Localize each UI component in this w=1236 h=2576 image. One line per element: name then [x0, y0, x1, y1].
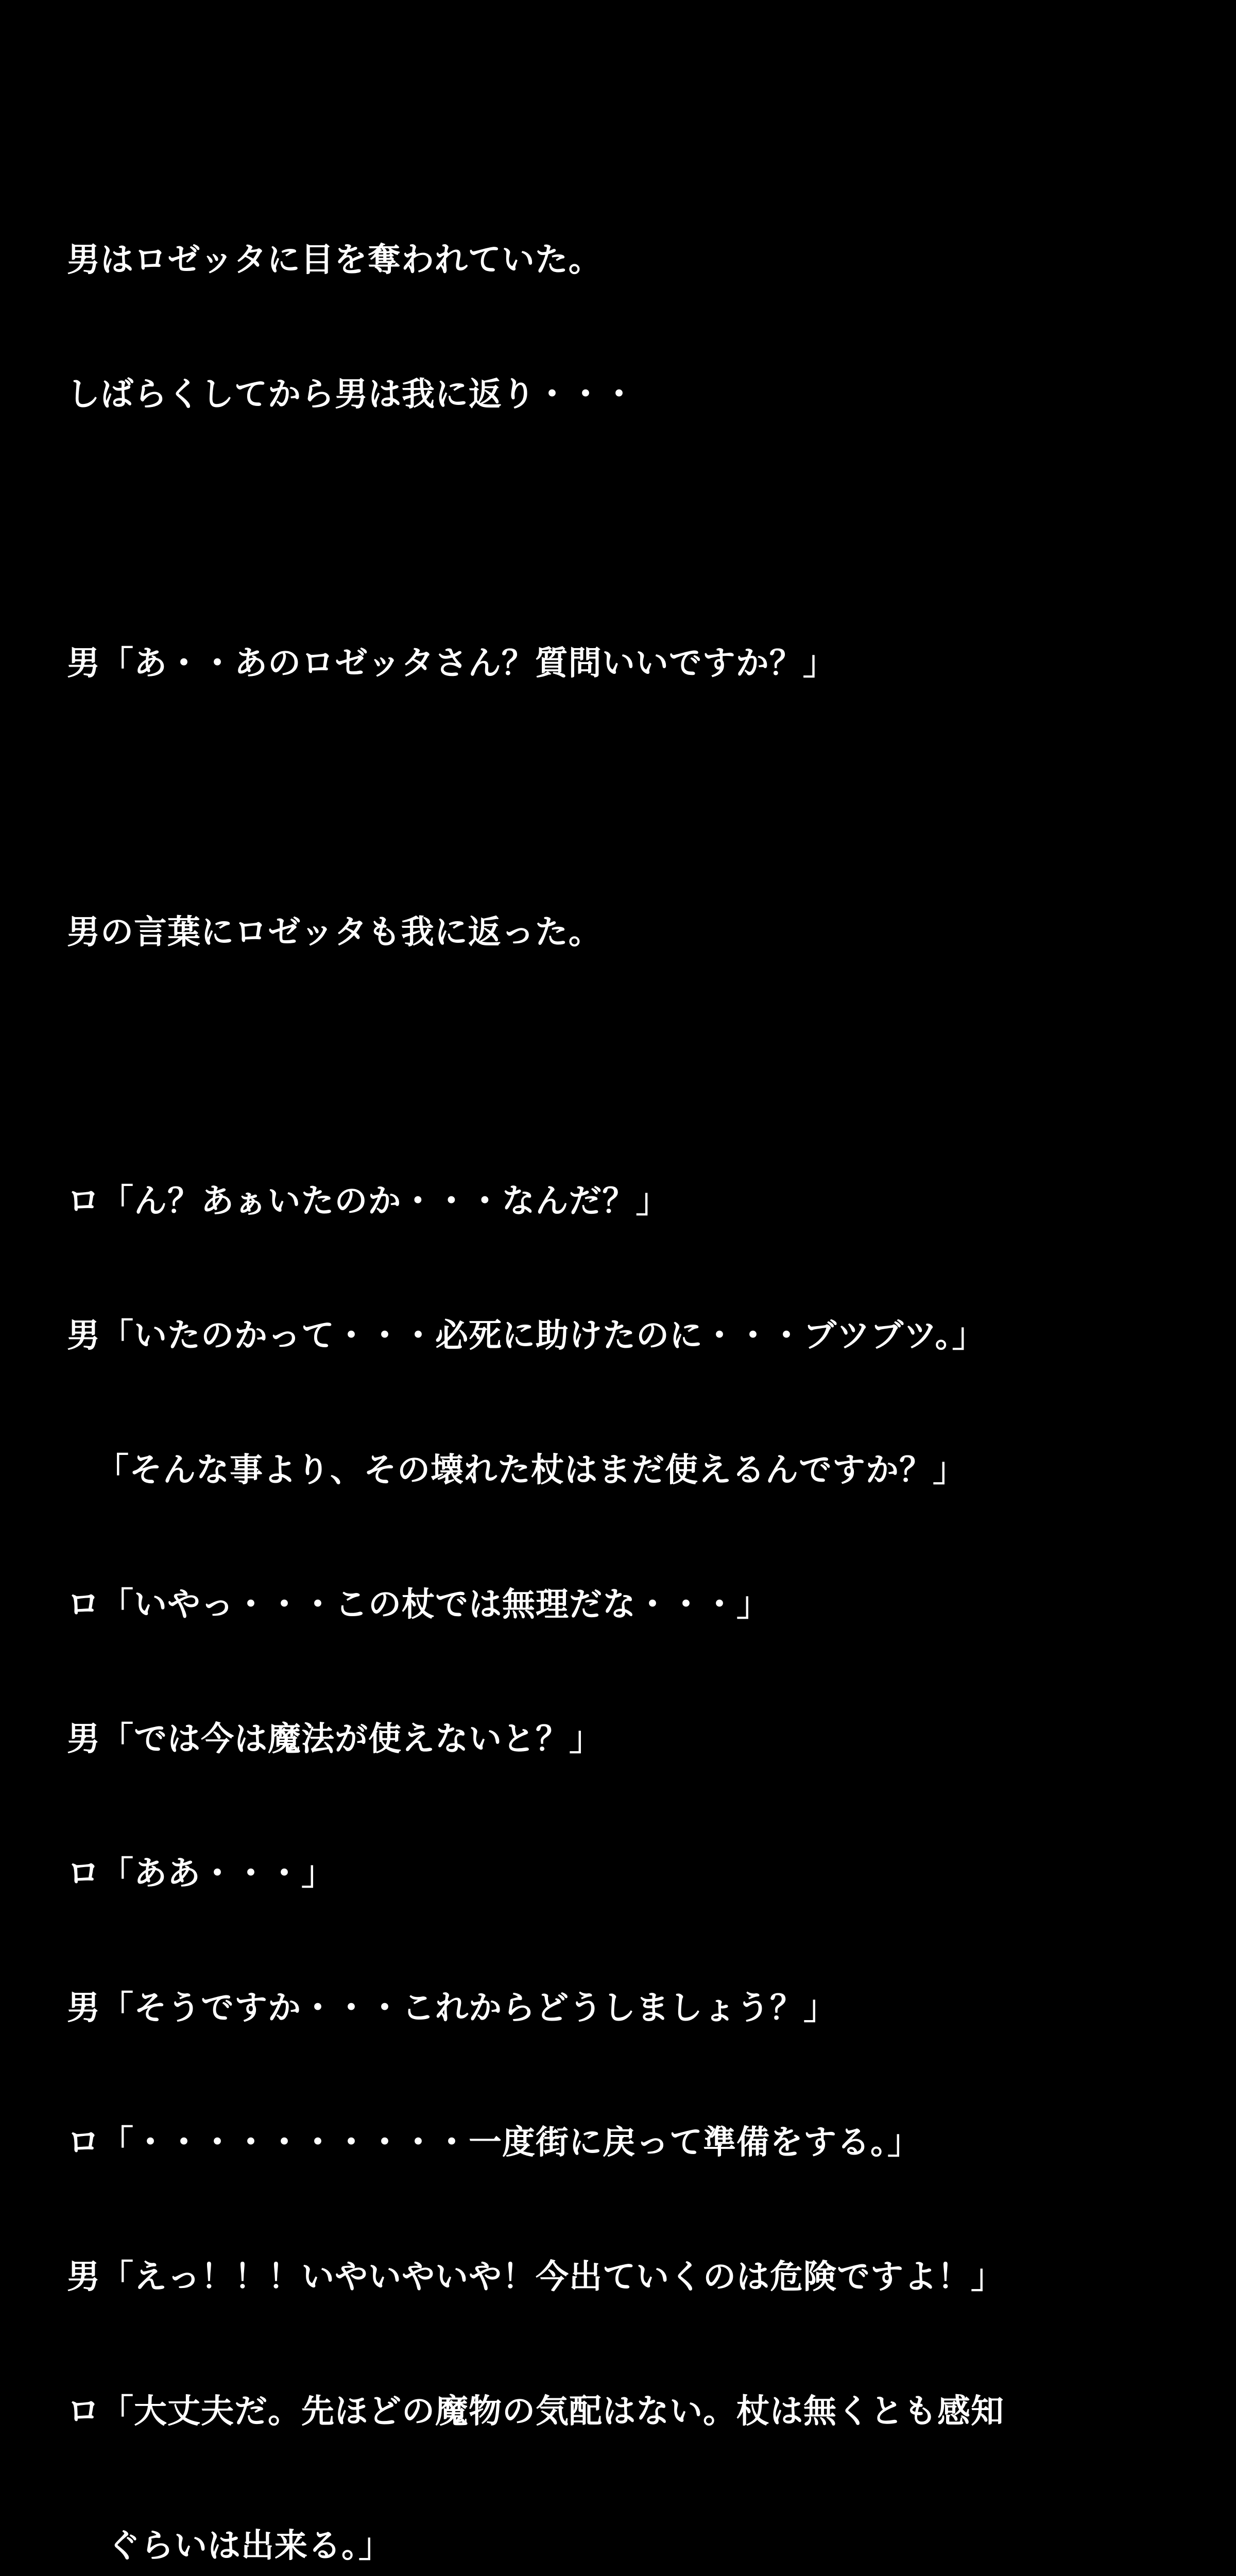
dialogue-line: 「そんな事より、その壊れた杖はまだ使えるんですか？」: [96, 1451, 966, 1489]
narration-line: 男はロゼッタに目を奪われていた。: [67, 241, 602, 279]
dialogue-line: 男「えっ！！！いやいやいや！今出ていくのは危険ですよ！」: [67, 2258, 1004, 2296]
blank-line: [67, 776, 1221, 821]
dialogue-line: 男「そうですか・・・これからどうしましょう？」: [67, 1989, 837, 2027]
dialogue-line: 男「あ・・あのロゼッタさん？質問いいですか？」: [67, 645, 836, 683]
story-text-block: [67, 148, 1221, 2576]
dialogue-line: 男「では今は魔法が使えないと？」: [67, 1720, 603, 1758]
narration-line: しばらくしてから男は我に返り・・・: [67, 376, 636, 414]
dialogue-line: ロ「ん？あぁいたのか・・・なんだ？」: [67, 1182, 670, 1221]
blank-line: [67, 1045, 1221, 1090]
narration-line: 男の言葉にロゼッタも我に返った。: [67, 913, 602, 952]
dialogue-line: ぐらいは出来る。」: [107, 2527, 392, 2565]
dialogue-line: ロ「ああ・・・」: [67, 1855, 335, 1893]
dialogue-line: ロ「大丈夫だ。先ほどの魔物の気配はない。杖は無くとも感知: [67, 2393, 1004, 2431]
dialogue-line: ロ「いやっ・・・この杖では無理だな・・・」: [67, 1586, 770, 1624]
dialogue-line: 男「いたのかって・・・必死に助けたのに・・・ブツブツ。」: [67, 1317, 986, 1355]
blank-line: [67, 507, 1221, 552]
dialogue-line: ロ「・・・・・・・・・・一度街に戻って準備をする。」: [67, 2124, 921, 2162]
